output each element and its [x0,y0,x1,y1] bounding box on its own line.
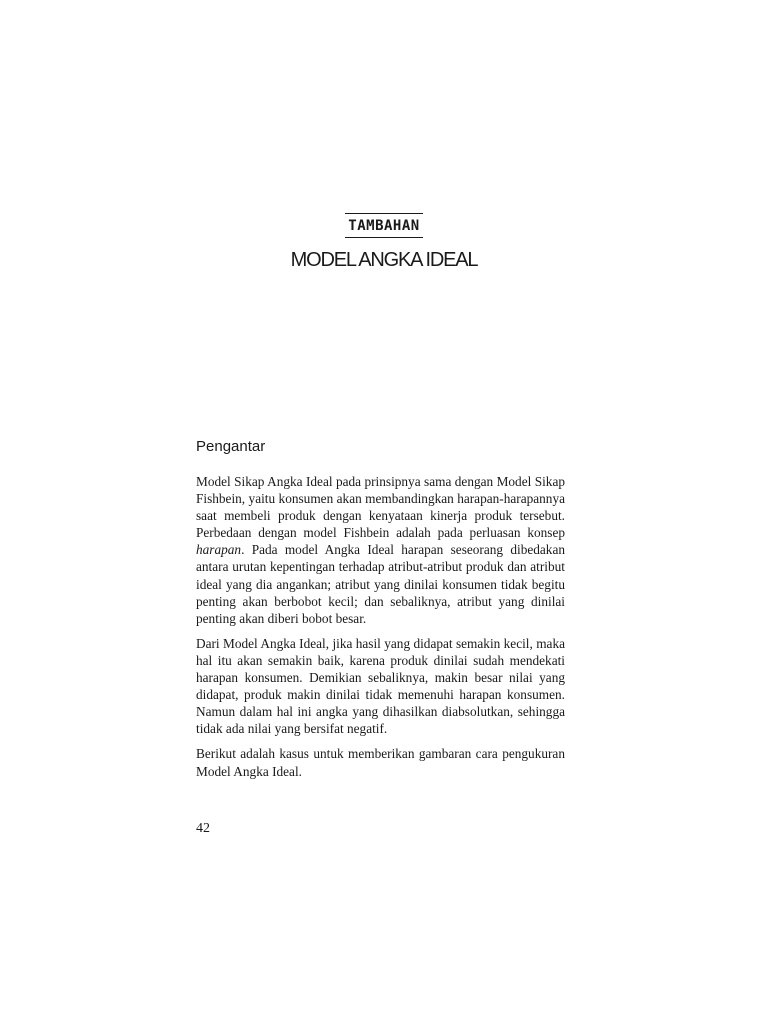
page-number: 42 [196,821,210,836]
chapter-title: MODEL ANGKA IDEAL [290,249,478,271]
chapter-label: TAMBAHAN [345,213,422,238]
chapter-label-container [0,213,768,238]
section-heading: Pengantar [196,438,266,455]
paragraph-1 [196,473,565,627]
paragraph-3: Berikut adalah kasus untuk memberikan gambaran cara pengukuran Model Angka Ideal. [196,746,565,779]
paragraph-1-emphasis: harapan [196,542,242,558]
paragraph-1-text-before: Model Sikap Angka Ideal pada prinsipnya sama dengan Model Sikap Fishbein, yaitu konsumen akan membandingkan harapan-harapannya saat membeli produk dengan kenyataan kinerja produk tersebut. Perbedaan dengan model Fishbein adalah pada perluasan konsep [196,474,565,541]
body-text [196,473,565,788]
paragraph-2: Dari Model Angka Ideal, jika hasil yang didapat semakin kecil, maka hal itu akan semakin baik, karena produk dinilai sudah mendekati harapan konsumen. Demikian sebaliknya, makin besar nilai yang didapat, produk makin dinilai tidak memenuhi harapan konsumen. Namun dalam hal ini angka yang dihasilkan diabsolutkan, sehingga tidak ada nilai yang bersifat negatif. [196,635,565,737]
paragraph-1-text-after: . Pada model Angka Ideal harapan seseorang dibedakan antara urutan kepentingan terhadap atribut-atribut produk dan atribut ideal yang dia angankan; atribut yang dinilai konsumen tidak begitu penting akan berbobot kecil; dan sebaliknya, atribut yang dinilai penting akan diberi bobot besar. [196,542,565,626]
